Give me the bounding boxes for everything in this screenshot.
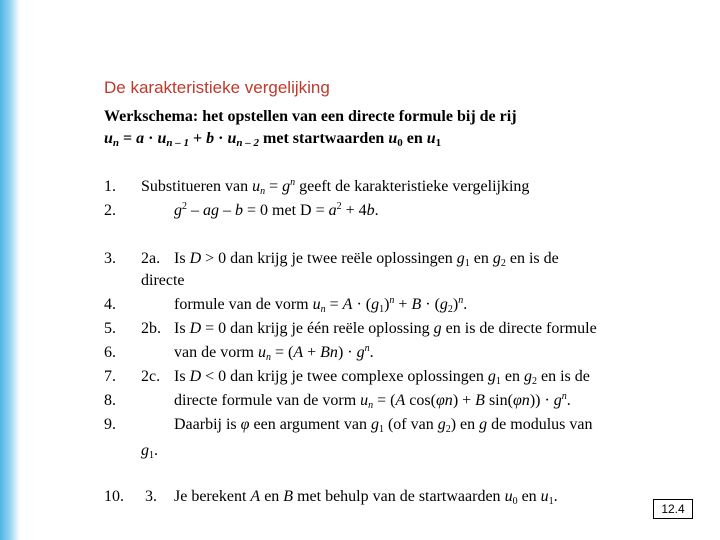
list-number: 9. (104, 416, 116, 433)
var-u: u (104, 130, 113, 147)
step2a-formula: formule van de vorm $u_n = A \cdot (g_1)^n + B \cdot (g_2)^n$. (174, 295, 468, 315)
list-number: 3. (104, 250, 116, 267)
list-number: 10. (104, 488, 124, 505)
recurrence-formula: $u_n = a \cdot u_{n - 1} + b \cdot u_{n - 2}$ met startwaarden $u_0$ en $u_1$ (104, 130, 442, 149)
list-number: 5. (104, 320, 116, 337)
characteristic-equation: $g^2$ – ag – b = 0 met $D = a^2 + 4b$. (174, 201, 379, 219)
step2b-text: Is D = 0 dan krijg je één reële oplossing g en is de directe formule (174, 320, 597, 337)
step-label: 2a. (141, 250, 161, 267)
page-title: De karakteristieke vergelijking (104, 78, 330, 97)
step2a-text: Is D > 0 dan krijg je twee reële oplossingen $g_1$ en $g_2$ en is de (174, 250, 559, 269)
step-label: 3. (145, 488, 157, 505)
slide-number: 12.4 (653, 499, 693, 519)
step-label: 2c. (141, 368, 161, 385)
step2c-extra: Daarbij is φ een argument van $g_1$ (of van $g_2$) en g de modulus van (174, 416, 593, 435)
step2b-formula: van de vorm $u_n = (A + Bn) \cdot g^n$. (174, 343, 374, 363)
list-number: 6. (104, 344, 116, 361)
step-label: 2b. (141, 320, 161, 337)
step2c-tail: $g_1$. (141, 442, 158, 461)
list-number: 8. (104, 392, 116, 409)
werkschema (104, 106, 694, 150)
list-number: 7. (104, 368, 116, 385)
list-number: 2. (104, 202, 116, 219)
list-number: 4. (104, 296, 116, 313)
step3-text: Je berekent A en B met behulp van de startwaarden $u_0$ en $u_1$. (174, 488, 558, 507)
step2c-formula: directe formule van de vorm $u_n = (A$ cos(φn) + B $\sin(\varphi n)) \cdot g^n$. (174, 391, 571, 411)
decorative-sidebar (0, 0, 20, 540)
step2c-text: Is D < 0 dan krijg je twee complexe oplossingen $g_1$ en $g_2$ en is de (174, 368, 590, 387)
list-number: 1. (104, 178, 116, 195)
schema-heading: Werkschema: het opstellen van een directe formule bij de rij (104, 108, 517, 125)
step1-text: Substitueren van $u_n = g^n$ geeft de karakteristieke vergelijking (141, 177, 530, 197)
